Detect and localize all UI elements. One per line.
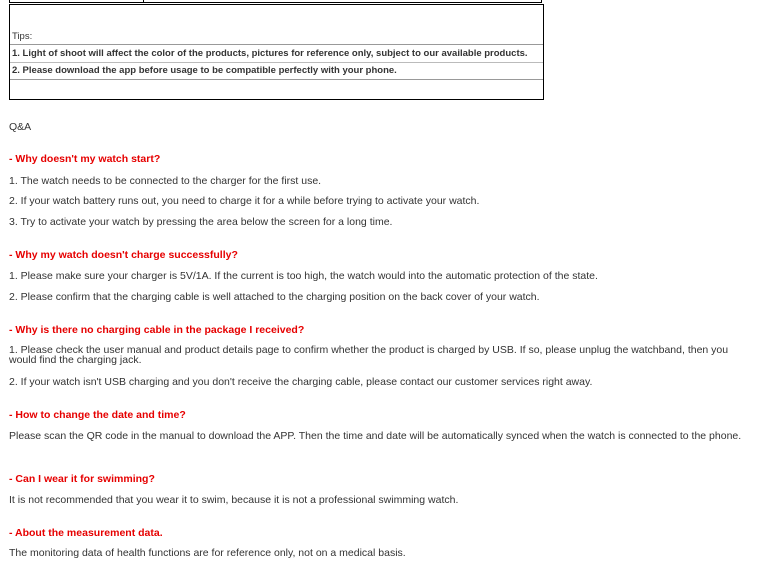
question-6: - About the measurement data.	[9, 527, 163, 539]
tips-line-1: 1. Light of shoot will affect the color of the products, pictures for reference only, subject to our available products.	[12, 48, 528, 59]
question-5: - Can I wear it for swimming?	[9, 473, 155, 485]
question-1: - Why doesn't my watch start?	[9, 153, 161, 165]
qa-heading: Q&A	[9, 121, 32, 133]
tips-line-2: 2. Please download the app before usage to be compatible perfectly with your phone.	[12, 65, 397, 76]
answer-1-3: 3. Try to activate your watch by pressing the area below the screen for a long time.	[9, 216, 393, 228]
tips-heading: Tips:	[12, 31, 33, 42]
tips-content	[10, 44, 543, 80]
answer-2-1: 1. Please make sure your charger is 5V/1A. If the current is too high, the watch would into the automatic protection of the state.	[9, 270, 598, 282]
top-table-fragment	[9, 0, 542, 3]
answer-4-1: Please scan the QR code in the manual to download the APP. Then the time and date will be automatically synced when the watch is connected to the phone.	[9, 430, 742, 442]
answer-2-2: 2. Please confirm that the charging cable is well attached to the charging position on the back cover of your watch.	[9, 291, 540, 303]
answer-3-2: 2. If your watch isn't USB charging and you don't receive the charging cable, please contact our customer services right away.	[9, 376, 593, 388]
answer-5-1: It is not recommended that you wear it to swim, because it is not a professional swimming watch.	[9, 494, 459, 506]
answer-3-1: 1. Please check the user manual and product details page to confirm whether the product is charged by USB. If so, please unplug the watchband, then you would find the charging jack.	[9, 344, 729, 366]
answer-1-1: 1. The watch needs to be connected to the charger for the first use.	[9, 175, 322, 187]
answer-1-2: 2. If your watch battery runs out, you need to charge it for a while before trying to activate your watch.	[9, 195, 480, 207]
question-3: - Why is there no charging cable in the package I received?	[9, 324, 305, 336]
answer-6-1: The monitoring data of health functions are for reference only, not on a medical basis.	[9, 547, 406, 559]
table-divider	[143, 0, 144, 3]
tips-box	[9, 4, 544, 100]
tips-divider	[10, 62, 543, 63]
question-4: - How to change the date and time?	[9, 409, 186, 421]
question-2: - Why my watch doesn't charge successfully?	[9, 249, 238, 261]
